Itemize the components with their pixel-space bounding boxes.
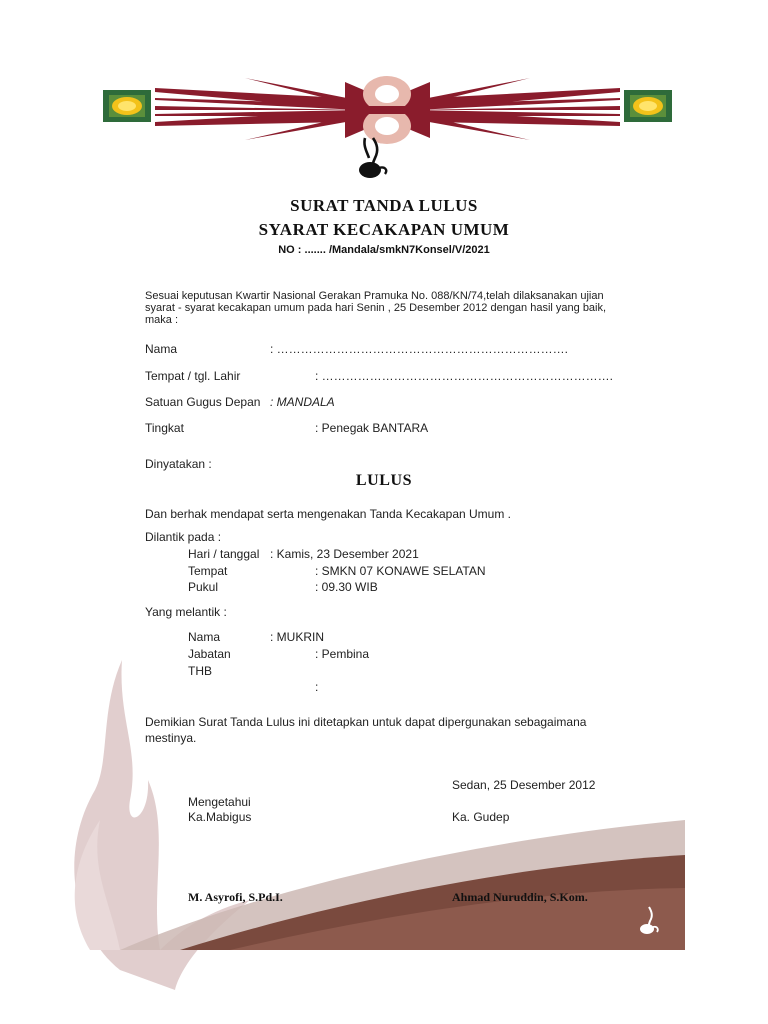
declared-label: Dinyatakan : <box>145 457 212 471</box>
left-signatory-line2: Ka.Mabigus <box>188 810 252 824</box>
entitled-text: Dan berhak mendapat serta mengenakan Tanda Kecakapan Umum . <box>145 507 512 521</box>
certificate-title-line1: SURAT TANDA LULUS <box>290 196 478 215</box>
field-value-tingkat: : Penegak BANTARA <box>315 421 429 435</box>
inaugurator-value-thb: : <box>315 680 319 694</box>
field-label-tingkat: Tingkat <box>145 421 184 435</box>
closing-paragraph: Demikian Surat Tanda Lulus ini ditetapkan untuk dapat dipergunakan sebagaimana mestinya. <box>145 715 587 745</box>
place-date: Sedan, 25 Desember 2012 <box>452 778 596 792</box>
inauguration-label-day: Hari / tanggal <box>188 547 260 561</box>
result-heading: LULUS <box>355 472 413 489</box>
certificate-number: NO : ....... /Mandala/smkN7Konsel/V/2021 <box>278 244 490 256</box>
tunas-kelapa-icon <box>355 136 391 182</box>
inaugurator-value-name: : MUKRIN <box>270 630 324 644</box>
field-label-nama: Nama <box>145 342 178 356</box>
inauguration-value-day: : Kamis, 23 Desember 2021 <box>270 547 419 561</box>
inauguration-heading: Dilantik pada : <box>145 530 222 544</box>
inaugurator-value-position: : Pembina <box>315 647 370 661</box>
inaugurator-label-position: Jabatan <box>188 647 231 661</box>
right-signatory-line2: Ka. Gudep <box>452 810 510 824</box>
inaugurator-heading: Yang melantik : <box>145 605 227 619</box>
left-signatory-line1: Mengetahui <box>188 795 251 809</box>
inaugurator-label-thb: THB <box>188 664 212 678</box>
left-signatory-name: M. Asyrofi, S.Pd.I. <box>188 890 283 904</box>
inauguration-value-time: : 09.30 WIB <box>315 580 378 594</box>
field-value-ttl: : ………………………………………………………………. <box>315 369 614 383</box>
field-value-nama: : ………………………………………………………………. <box>270 342 569 356</box>
field-label-ttl: Tempat / tgl. Lahir <box>145 369 241 383</box>
footer-decoration-icon <box>0 650 768 1024</box>
footer-tunas-kelapa-icon <box>637 906 661 936</box>
inauguration-label-time: Pukul <box>188 580 219 594</box>
inaugurator-label-name: Nama <box>188 630 221 644</box>
intro-paragraph: Sesuai keputusan Kwartir Nasional Gerakan Pramuka No. 088/KN/74,telah dilaksanakan ujian syarat - syarat kecakapan umum pada hari Senin , 25 Desember 2012 dengan hasil yang baik, maka : <box>145 290 607 326</box>
right-signatory-name: Ahmad Nuruddin, S.Kom. <box>452 890 588 904</box>
field-value-gudep: : MANDALA <box>270 395 335 409</box>
inauguration-label-place: Tempat <box>188 564 228 578</box>
inauguration-value-place: : SMKN 07 KONAWE SELATAN <box>315 564 486 578</box>
field-label-gudep: Satuan Gugus Depan <box>145 395 261 409</box>
certificate-title-line2: SYARAT KECAKAPAN UMUM <box>258 220 510 239</box>
